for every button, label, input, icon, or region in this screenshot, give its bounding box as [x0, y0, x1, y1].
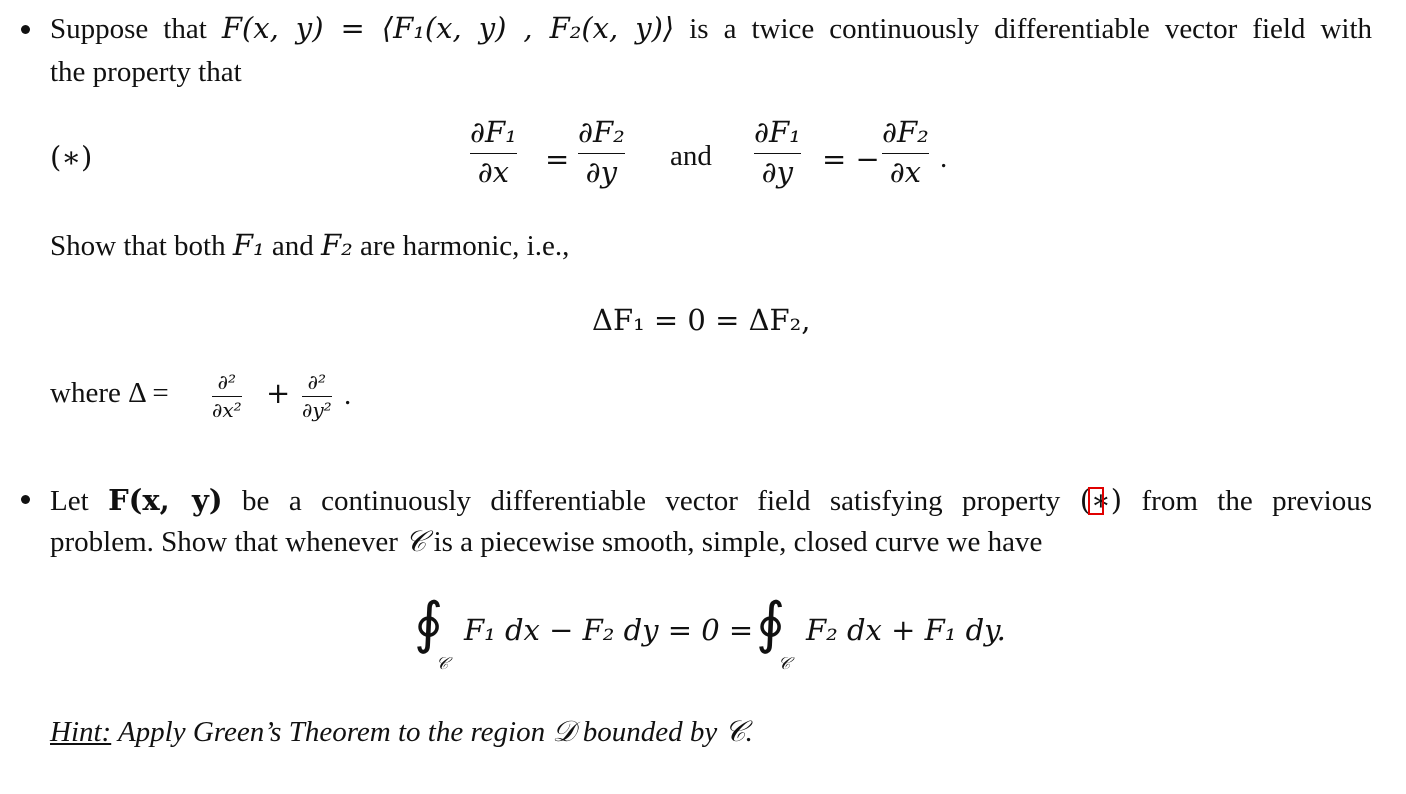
d2y-fraction: ∂² ∂y²: [302, 370, 332, 422]
eq1-lhs-fraction: ∂F₁ ∂x: [470, 115, 517, 189]
left-integrand: F₁ dx − F₂ dy = 0 =: [464, 613, 754, 647]
hint-line: [50, 712, 753, 752]
field-symbol: F(x, y): [108, 483, 223, 517]
intro-prefix: Suppose that: [50, 13, 207, 45]
where-period: .: [344, 379, 352, 411]
intro-suffix: is a twice continuously differentiable vector field with: [689, 13, 1373, 45]
property-reference[interactable]: (∗): [1079, 483, 1123, 517]
contour-integral-symbol-right: ∮: [756, 591, 786, 656]
bullet-1: [21, 25, 30, 34]
eq-connector: and: [670, 140, 712, 172]
problem2-line2: problem. Show that whenever 𝒞 is a piecewise smooth, simple, closed curve we have: [50, 524, 1043, 558]
field-definition: F(x, y) = ⟨F₁(x, y) , F₂(x, y)⟩: [221, 11, 675, 45]
laplace-equation: ΔF₁ = 0 = ΔF₂,: [592, 303, 811, 337]
hint-text: Apply Green’s Theorem to the region 𝒟 bounded by 𝒞.: [117, 716, 753, 748]
right-integrand: F₂ dx + F₁ dy.: [806, 613, 1006, 647]
problem2-line1: Let F(x, y) be a continuously differentiable vector field satisfying property (∗) from the previous: [50, 483, 1373, 517]
plus-sign: +: [266, 376, 291, 410]
eq2-rhs-fraction: ∂F₂ ∂x: [882, 115, 929, 189]
eq1-rhs-fraction: ∂F₂ ∂y: [578, 115, 625, 189]
d2x-fraction: ∂² ∂x²: [212, 370, 242, 422]
eq2-lhs-fraction: ∂F₁ ∂y: [754, 115, 801, 189]
equals-minus-sign: = −: [822, 142, 880, 176]
equals-sign: =: [545, 142, 570, 176]
contour-subscript-left: 𝒞: [436, 654, 449, 674]
equation-label: (∗): [50, 140, 93, 174]
equation-period: .: [940, 142, 948, 174]
contour-integral-symbol-left: ∮: [414, 591, 444, 656]
bullet-2: [21, 495, 30, 504]
hint-label: Hint:: [50, 716, 112, 748]
show-harmonic-line: Show that both F₁ and F₂ are harmonic, i.e.,: [50, 228, 570, 262]
reference-highlight-box: [1088, 487, 1104, 515]
contour-subscript-right: 𝒞: [778, 654, 791, 674]
where-prefix: where Δ =: [50, 377, 169, 409]
problem1-intro-line2: the property that: [50, 56, 242, 88]
problem1-intro-line1: [50, 8, 1372, 49]
